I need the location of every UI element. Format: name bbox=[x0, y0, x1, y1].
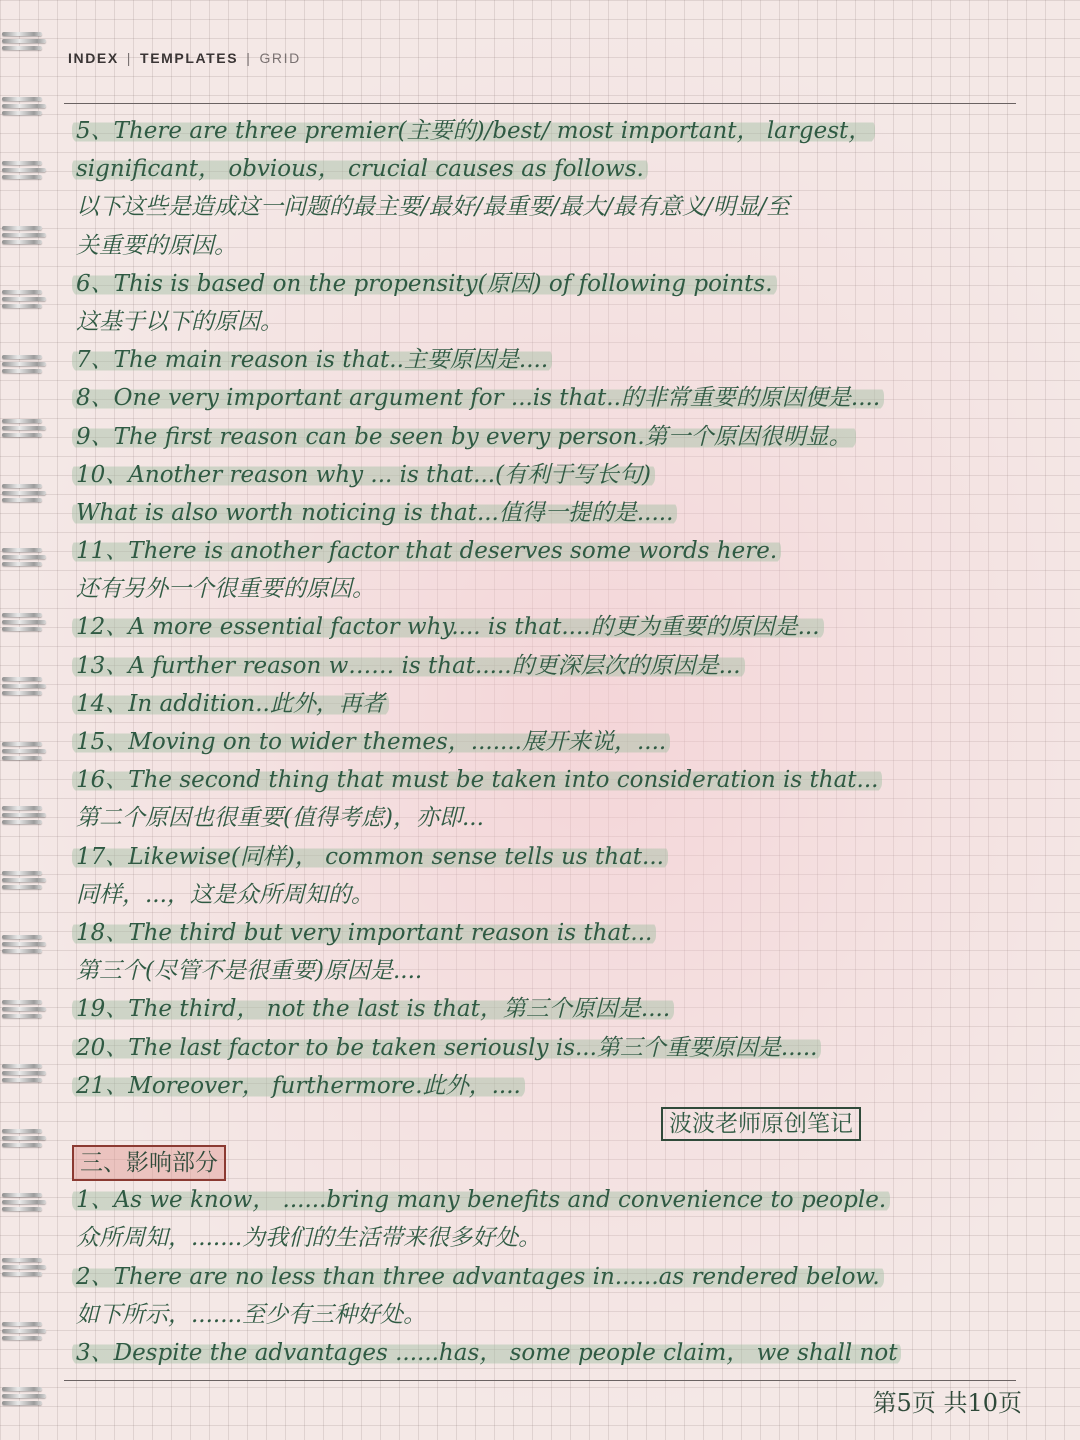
note-line bbox=[76, 227, 1036, 265]
note-line bbox=[76, 188, 1036, 226]
binding-ring bbox=[2, 1127, 46, 1149]
section-row bbox=[76, 1143, 1036, 1181]
binding-ring bbox=[2, 611, 46, 633]
note-text: 14、In addition..此外，再者 bbox=[72, 691, 389, 717]
nav-templates[interactable]: TEMPLATES bbox=[140, 50, 239, 66]
page-number: 第5页 共10页 bbox=[872, 1389, 1022, 1417]
note-text: 关重要的原因。 bbox=[76, 232, 237, 259]
note-text: 如下所示，.......至少有三种好处。 bbox=[76, 1301, 427, 1328]
note-text: 2、There are no less than three advantages in......as rendered below. bbox=[72, 1264, 884, 1290]
note-line bbox=[76, 647, 1036, 685]
note-line bbox=[76, 952, 1036, 990]
note-text: 第二个原因也很重要(值得考虑)，亦即... bbox=[76, 805, 484, 832]
notes-body bbox=[76, 112, 1036, 1372]
binding-ring bbox=[2, 1385, 46, 1407]
note-text: 13、A further reason w…… is that.....的更深层次的原因是... bbox=[72, 653, 745, 679]
note-line bbox=[76, 379, 1036, 417]
note-line bbox=[76, 1067, 1036, 1105]
note-text: 6、This is based on the propensity(原因) of following points. bbox=[72, 271, 777, 297]
binding-ring bbox=[2, 998, 46, 1020]
binding-ring bbox=[2, 1191, 46, 1213]
note-line bbox=[76, 532, 1036, 570]
note-text: 10、Another reason why ... is that...(有利于写长句) bbox=[72, 462, 655, 488]
author-stamp: 波波老师原创笔记 bbox=[661, 1107, 861, 1141]
binding-ring bbox=[2, 1256, 46, 1278]
note-line bbox=[76, 1296, 1036, 1334]
note-text: 第三个(尽管不是很重要)原因是.... bbox=[76, 958, 423, 985]
nav-separator: | bbox=[246, 50, 252, 66]
note-text: 9、The first reason can be seen by every person.第一个原因很明显。 bbox=[72, 424, 856, 450]
note-line bbox=[76, 723, 1036, 761]
binding-ring bbox=[2, 30, 46, 52]
nav-separator: | bbox=[126, 50, 133, 66]
note-line bbox=[76, 150, 1036, 188]
note-line bbox=[76, 1258, 1036, 1296]
note-line bbox=[76, 685, 1036, 723]
binding-ring bbox=[2, 1062, 46, 1084]
binding-ring bbox=[2, 1320, 46, 1342]
note-text: significant， obvious， crucial causes as follows. bbox=[72, 156, 648, 182]
nav-grid[interactable]: GRID bbox=[259, 50, 301, 66]
note-line bbox=[76, 838, 1036, 876]
note-text: 20、The last factor to be taken seriously is...第三个重要原因是..... bbox=[72, 1035, 821, 1061]
note-text: 众所周知，.......为我们的生活带来很多好处。 bbox=[76, 1225, 542, 1252]
binding-ring bbox=[2, 804, 46, 826]
top-rule bbox=[64, 103, 1016, 104]
note-line bbox=[76, 265, 1036, 303]
note-text: 7、The main reason is that..主要原因是.... bbox=[72, 347, 552, 373]
note-text: 1、As we know， ......bring many benefits and convenience to people. bbox=[72, 1187, 890, 1213]
note-text: What is also worth noticing is that...值得一提的是..... bbox=[72, 500, 677, 526]
note-text: 同样，...，这是众所周知的。 bbox=[76, 881, 374, 908]
note-line bbox=[76, 1181, 1036, 1219]
binding-ring bbox=[2, 224, 46, 246]
binding-ring bbox=[2, 95, 46, 117]
stamp-row bbox=[76, 1105, 1036, 1143]
note-text: 5、There are three premier(主要的)/best/ most important， largest， bbox=[72, 118, 875, 144]
note-text: 3、Despite the advantages ......has， some people claim， we shall not bbox=[72, 1340, 901, 1366]
binding-ring bbox=[2, 288, 46, 310]
note-text: 17、Likewise(同样)， common sense tells us that... bbox=[72, 844, 668, 870]
note-line bbox=[76, 1029, 1036, 1067]
note-line bbox=[76, 608, 1036, 646]
note-text: 11、There is another factor that deserves some words here. bbox=[72, 538, 781, 564]
binding-ring bbox=[2, 933, 46, 955]
nav-index[interactable]: INDEX bbox=[68, 50, 119, 66]
note-text: 12、A more essential factor why.... is that....的更为重要的原因是... bbox=[72, 614, 824, 640]
binding-ring bbox=[2, 353, 46, 375]
note-line bbox=[76, 494, 1036, 532]
note-line bbox=[76, 456, 1036, 494]
note-line bbox=[76, 914, 1036, 952]
note-text: 18、The third but very important reason is that... bbox=[72, 920, 656, 946]
note-text: 16、The second thing that must be taken into consideration is that... bbox=[72, 767, 882, 793]
binding-ring bbox=[2, 546, 46, 568]
header-nav bbox=[68, 50, 301, 66]
spiral-binding bbox=[0, 0, 60, 1440]
note-line bbox=[76, 1334, 1036, 1372]
note-text: 8、One very important argument for ...is that..的非常重要的原因便是.... bbox=[72, 385, 884, 411]
note-text: 还有另外一个很重要的原因。 bbox=[76, 576, 375, 603]
note-line bbox=[76, 418, 1036, 456]
note-line bbox=[76, 303, 1036, 341]
note-line bbox=[76, 1219, 1036, 1257]
note-text: 19、The third， not the last is that，第三个原因是.... bbox=[72, 996, 674, 1022]
binding-ring bbox=[2, 417, 46, 439]
note-line bbox=[76, 876, 1036, 914]
binding-ring bbox=[2, 159, 46, 181]
binding-ring bbox=[2, 740, 46, 762]
note-line bbox=[76, 799, 1036, 837]
note-text: 这基于以下的原因。 bbox=[76, 308, 283, 335]
note-line bbox=[76, 341, 1036, 379]
binding-ring bbox=[2, 482, 46, 504]
binding-ring bbox=[2, 675, 46, 697]
note-text: 21、Moreover， furthermore.此外，.... bbox=[72, 1073, 525, 1099]
note-line bbox=[76, 570, 1036, 608]
note-text: 以下这些是造成这一问题的最主要/最好/最重要/最大/最有意义/明显/至 bbox=[76, 194, 790, 221]
note-text: 15、Moving on to wider themes，.......展开来说，.... bbox=[72, 729, 670, 755]
section-title: 三、影响部分 bbox=[72, 1145, 226, 1181]
binding-ring bbox=[2, 869, 46, 891]
note-line bbox=[76, 990, 1036, 1028]
bottom-rule bbox=[64, 1380, 1016, 1381]
note-line bbox=[76, 761, 1036, 799]
note-line bbox=[76, 112, 1036, 150]
